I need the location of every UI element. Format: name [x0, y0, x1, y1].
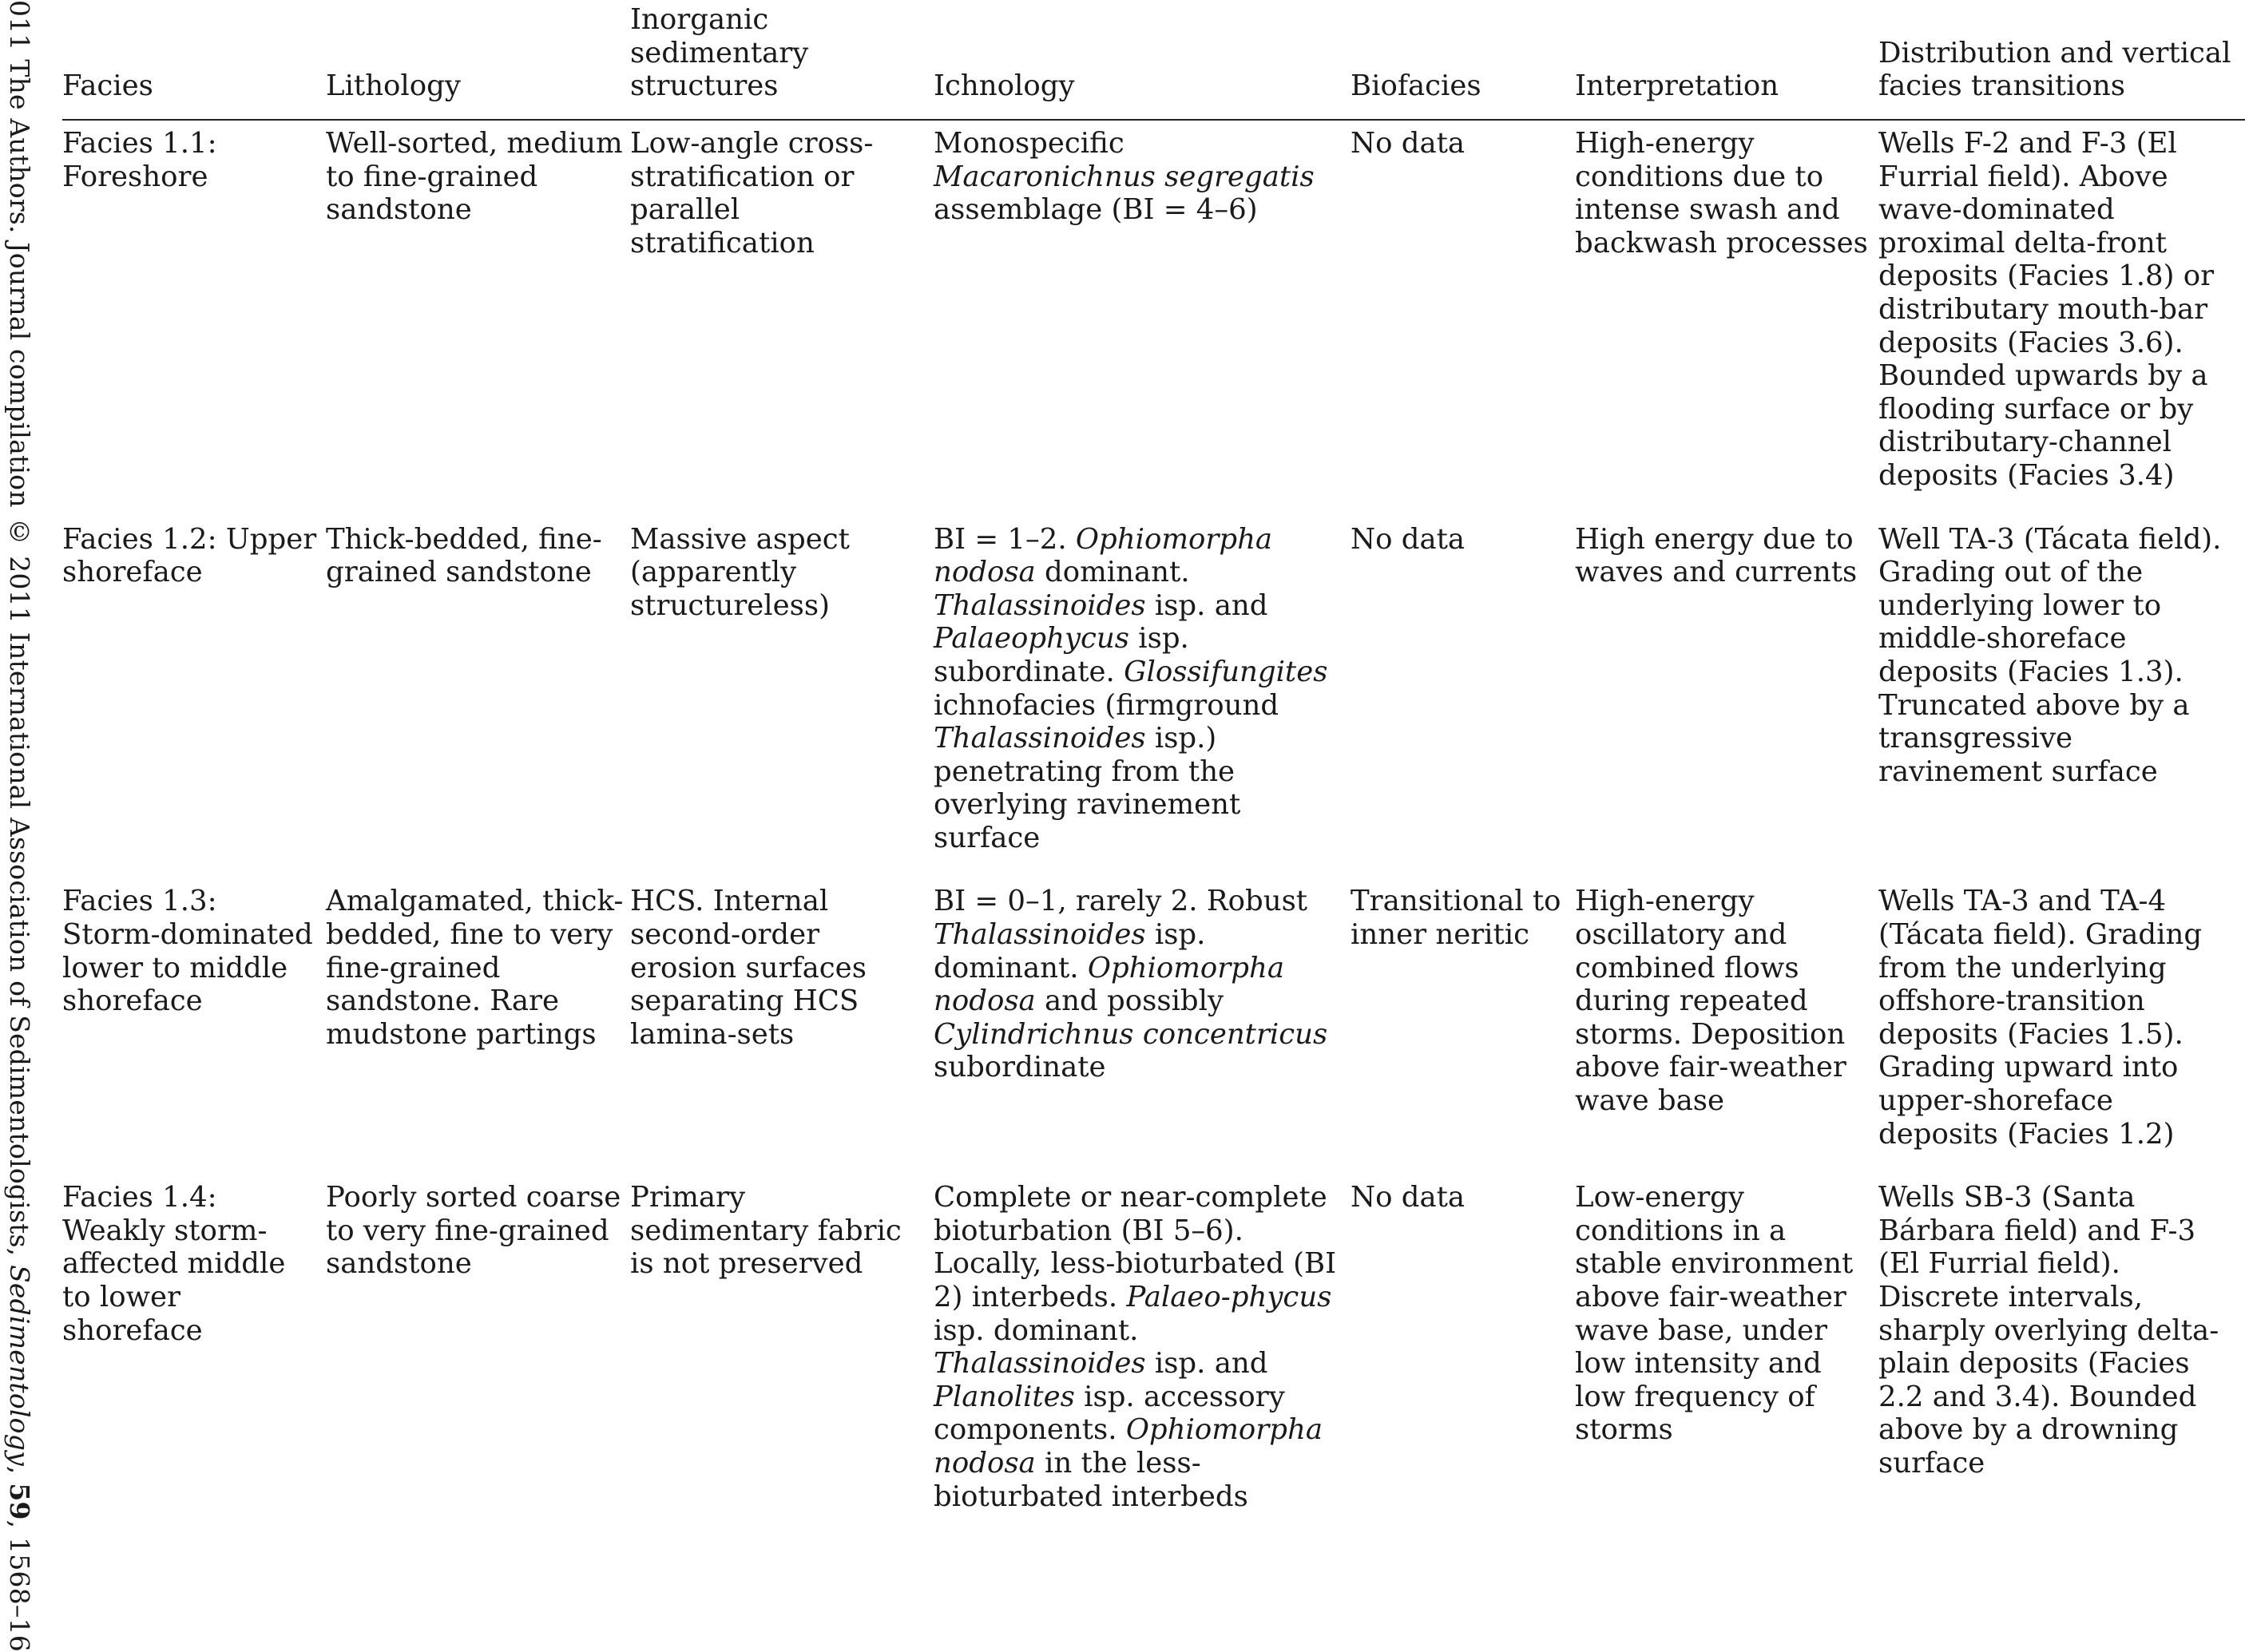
copyright-text: 011 The Authors. Journal compilation © 2011 International Association of Sedimentologists, Sedimentology, 59, 1568–16 — [4, 0, 35, 1652]
distribution-cell: Well TA-3 (Tácata field). Grading out of the underlying lower to middle-shoreface deposits (Facies 1.3). Truncated above by a transgressive ravinement surface — [1878, 522, 2222, 788]
biofacies-cell: No data — [1351, 1181, 1466, 1214]
facies-table-container — [62, 0, 2245, 1543]
ichnology-cell: BI = 1–2. Ophiomorpha nodosa dominant. Thalassinoides isp. and Palaeophycus isp. subordinate. Glossifungites ichnofacies (firmground Thalassinoides isp.) penetrating from the overlying ravinement surface — [934, 522, 1328, 854]
ichnology-cell: Monospecific Macaronichnus segregatis assemblage (BI = 4–6) — [934, 127, 1315, 227]
facies-cell: Facies 1.1: Foreshore — [62, 127, 217, 193]
lithology-cell: Amalgamated, thick-bedded, fine to very fine-grained sandstone. Rare mudstone partings — [326, 885, 624, 1051]
facies-cell: Facies 1.4: Weakly storm-affected middle to lower shoreface — [62, 1181, 286, 1347]
lithology-cell: Well-sorted, medium to fine-grained sandstone — [326, 127, 623, 227]
distribution-cell: Wells F-2 and F-3 (El Furrial field). Above wave-dominated proximal delta-front deposits (Facies 1.8) or distributary mouth-bar deposits (Facies 3.6). Bounded upwards by a flooding surface or by distributary-channel deposits (Facies 3.4) — [1878, 127, 2215, 492]
table-header-row — [62, 0, 2245, 120]
distribution-cell: Wells TA-3 and TA-4 (Tácata field). Grading from the underlying offshore-transition deposits (Facies 1.5). Grading upward into upper-shoreface deposits (Facies 1.2) — [1878, 885, 2203, 1151]
interpretation-cell: High energy due to waves and currents — [1575, 522, 1858, 589]
header-distribution: Distribution and vertical facies transitions — [1878, 0, 2245, 120]
volume-number: 59 — [4, 1483, 35, 1520]
lithology-cell: Poorly sorted coarse to very fine-grained sandstone — [326, 1181, 621, 1281]
structures-cell: HCS. Internal second-order erosion surfaces separating HCS lamina-sets — [630, 885, 867, 1051]
header-structures: Inorganic sedimentary structures — [630, 0, 934, 120]
header-interpretation: Interpretation — [1575, 0, 1878, 120]
interpretation-cell: High-energy conditions due to intense swash and backwash processes — [1575, 127, 1868, 259]
biofacies-cell: No data — [1351, 522, 1466, 556]
biofacies-cell: Transitional to inner neritic — [1351, 885, 1561, 952]
journal-name: Sedimentology — [4, 1265, 35, 1466]
header-ichnology: Ichnology — [934, 0, 1351, 120]
structures-cell: Low-angle cross-stratification or parallel stratification — [630, 127, 874, 259]
header-biofacies: Biofacies — [1351, 0, 1575, 120]
interpretation-cell: Low-energy conditions in a stable environment above fair-weather wave base, under low intensity and low frequency of storms — [1575, 1181, 1854, 1447]
ichnology-cell: Complete or near-complete bioturbation (BI 5–6). Locally, less-bioturbated (BI 2) interbeds. Palaeo-phycus isp. dominant. Thalassinoides isp. and Planolites isp. accessory components. Ophiomorpha nodosa in the less-bioturbated interbeds — [934, 1181, 1337, 1513]
ichnology-cell: BI = 0–1, rarely 2. Robust Thalassinoides isp. dominant. Ophiomorpha nodosa and possibly Cylindrichnus concentricus subordinate — [934, 885, 1328, 1084]
facies-table — [62, 0, 2245, 1543]
table-row — [62, 1181, 2245, 1543]
header-lithology: Lithology — [326, 0, 630, 120]
facies-cell: Facies 1.2: Upper shoreface — [62, 522, 317, 589]
table-row — [62, 885, 2245, 1181]
distribution-cell: Wells SB-3 (Santa Bárbara field) and F-3 (El Furrial field). Discrete intervals, sharply overlying delta-plain deposits (Facies 2.2 and 3.4). Bounded above by a drowning surface — [1878, 1181, 2219, 1480]
lithology-cell: Thick-bedded, fine-grained sandstone — [326, 522, 602, 589]
biofacies-cell: No data — [1351, 127, 1466, 160]
table-row — [62, 523, 2245, 885]
structures-cell: Primary sedimentary fabric is not preserved — [630, 1181, 902, 1281]
interpretation-cell: High-energy oscillatory and combined flows during repeated storms. Deposition above fair-weather wave base — [1575, 885, 1846, 1118]
copyright-side-note — [0, 0, 40, 1652]
structures-cell: Massive aspect (apparently structureless) — [630, 522, 850, 622]
table-row — [62, 120, 2245, 523]
header-facies: Facies — [62, 0, 326, 120]
facies-cell: Facies 1.3: Storm-dominated lower to middle shoreface — [62, 885, 313, 1018]
